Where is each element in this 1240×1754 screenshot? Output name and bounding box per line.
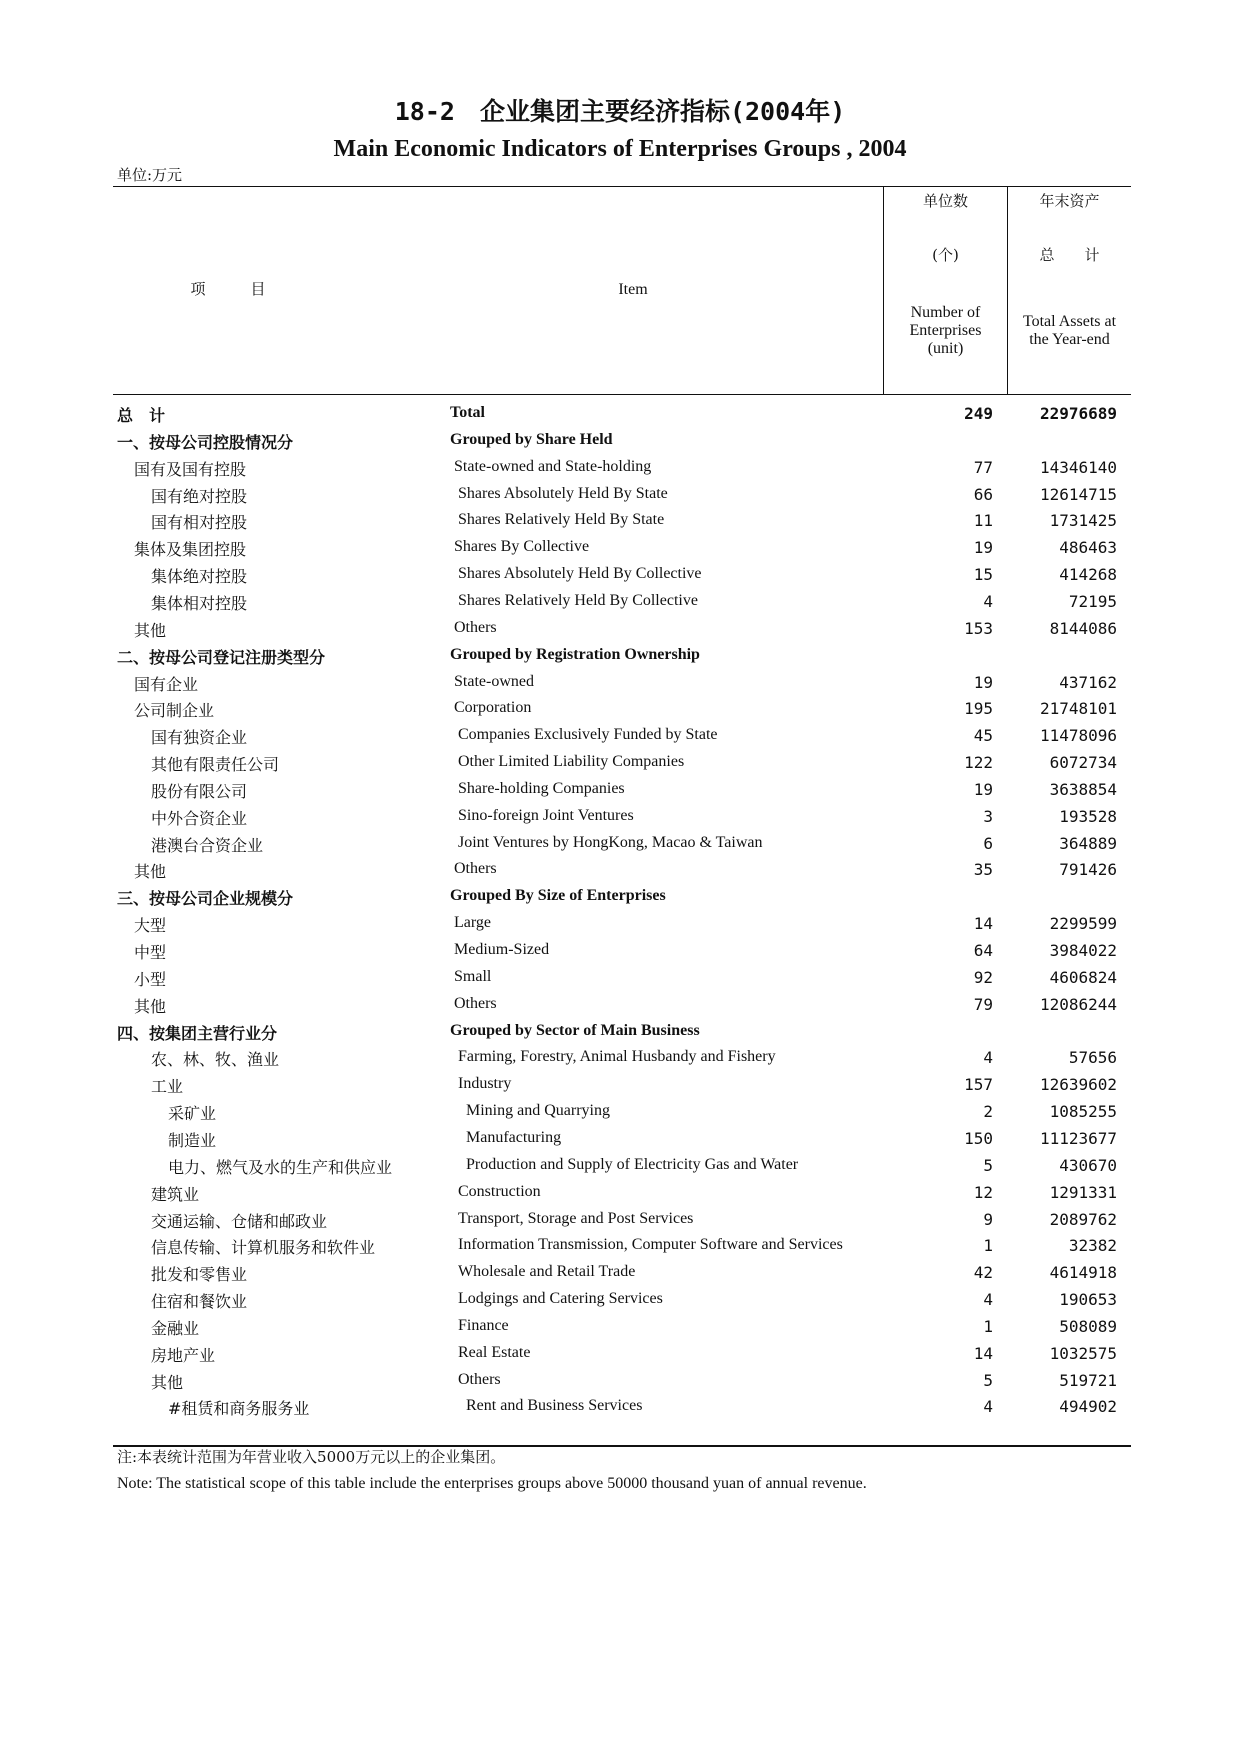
unit-label: 单位:万元	[117, 166, 183, 184]
header-enterprises-cn: 单位数	[922, 192, 968, 210]
table-row	[113, 1018, 1131, 1045]
row-enterprises: 122	[964, 753, 993, 773]
row-item-en: Shares Relatively Held By State	[458, 511, 665, 529]
row-enterprises: 12	[973, 1182, 993, 1202]
row-item-cn: #租赁和商务服务业	[168, 1399, 310, 1419]
row-item-cn: 批发和零售业	[151, 1265, 248, 1285]
row-item-en: Grouped by Sector of Main Business	[450, 1021, 700, 1039]
header-divider-2	[1007, 186, 1008, 395]
row-total-assets: 494902	[1059, 1397, 1117, 1417]
table-row	[113, 454, 1131, 481]
row-total-assets: 1291331	[1049, 1182, 1117, 1202]
row-item-en: Share-holding Companies	[458, 779, 625, 797]
row-item-cn: 国有独资企业	[151, 728, 248, 748]
row-item-cn: 房地产业	[151, 1345, 216, 1365]
row-total-assets: 1032575	[1049, 1343, 1117, 1363]
table-row	[113, 1313, 1131, 1340]
row-item-en: State-owned	[454, 672, 534, 690]
row-total-assets: 430670	[1059, 1155, 1117, 1175]
row-total-assets: 3638854	[1049, 779, 1117, 799]
page-title-chinese: 18-2 企业集团主要经济指标(2004年)	[394, 97, 846, 126]
row-item-en: Medium-Sized	[454, 941, 550, 958]
table-row	[113, 400, 1131, 427]
row-item-en: Grouped By Size of Enterprises	[450, 887, 666, 905]
table-row	[113, 642, 1131, 669]
row-item-cn: 信息传输、计算机服务和软件业	[151, 1238, 376, 1258]
header-assets-cn-total: 总 计	[1039, 246, 1100, 264]
row-enterprises: 92	[973, 967, 993, 987]
row-item-en: Production and Supply of Electricity Gas and Water	[466, 1155, 799, 1173]
row-item-en: Grouped by Registration Ownership	[450, 645, 700, 663]
row-item-en: Construction	[458, 1182, 541, 1200]
row-enterprises: 249	[964, 404, 993, 423]
row-item-en: Wholesale and Retail Trade	[458, 1263, 636, 1281]
table-row	[113, 695, 1131, 722]
table-row	[113, 776, 1131, 803]
row-total-assets: 4606824	[1049, 967, 1117, 987]
row-item-en: Information Transmission, Computer Software and Services	[458, 1236, 843, 1254]
row-item-cn: 其他	[134, 862, 167, 882]
row-item-en: Shares Absolutely Held By Collective	[458, 565, 702, 583]
row-total-assets: 22976689	[1039, 404, 1117, 423]
table-row	[113, 1179, 1131, 1206]
row-enterprises: 1	[983, 1316, 993, 1336]
row-item-cn: 集体相对控股	[151, 593, 248, 613]
row-enterprises: 35	[973, 860, 993, 880]
note-english: Note: The statistical scope of this table include the enterprises groups above 50000 thousand yuan of annual revenue.	[117, 1475, 867, 1492]
header-enterprises-en: Number of Enterprises (unit)	[909, 304, 982, 357]
row-total-assets: 193528	[1059, 806, 1117, 826]
row-item-cn: 金融业	[151, 1318, 200, 1338]
row-total-assets: 4614918	[1049, 1263, 1117, 1283]
table-row	[113, 534, 1131, 561]
row-item-cn: 中外合资企业	[151, 808, 248, 828]
table-row	[113, 1367, 1131, 1394]
row-item-cn: 采矿业	[168, 1104, 217, 1124]
row-enterprises: 9	[983, 1209, 993, 1229]
row-total-assets: 32382	[1068, 1236, 1117, 1256]
row-enterprises: 14	[973, 1343, 993, 1363]
row-item-en: Others	[454, 618, 497, 636]
header-assets-cn: 年末资产	[1039, 192, 1100, 210]
row-enterprises: 66	[973, 484, 993, 504]
row-enterprises: 79	[973, 994, 993, 1014]
row-item-cn: 国有相对控股	[151, 513, 248, 533]
row-enterprises: 45	[973, 726, 993, 746]
row-item-cn: 港澳台合资企业	[151, 835, 264, 855]
row-item-en: Companies Exclusively Funded by State	[458, 726, 718, 744]
row-item-cn: 一、按母公司控股情况分	[117, 432, 294, 452]
table-row	[113, 830, 1131, 857]
row-total-assets: 1085255	[1049, 1102, 1117, 1122]
row-item-en: Small	[454, 967, 492, 985]
row-item-en: Rent and Business Services	[466, 1397, 643, 1415]
row-total-assets: 791426	[1059, 860, 1117, 880]
row-total-assets: 2299599	[1049, 914, 1117, 934]
row-item-en: Shares Absolutely Held By State	[458, 484, 668, 502]
row-item-cn: 工业	[151, 1077, 184, 1097]
table-row	[113, 856, 1131, 883]
row-item-cn: 制造业	[168, 1130, 217, 1150]
row-item-cn: 建筑业	[151, 1184, 200, 1204]
table-row	[113, 1206, 1131, 1233]
row-item-cn: 电力、燃气及水的生产和供应业	[168, 1157, 393, 1177]
table-row	[113, 1286, 1131, 1313]
row-item-en: Grouped by Share Held	[450, 430, 613, 448]
row-item-en: Farming, Forestry, Animal Husbandy and Fishery	[458, 1048, 776, 1066]
row-total-assets: 11123677	[1039, 1128, 1117, 1148]
row-total-assets: 6072734	[1049, 753, 1117, 773]
row-item-cn: 国有企业	[134, 674, 199, 694]
row-enterprises: 4	[983, 591, 993, 611]
row-total-assets: 21748101	[1039, 699, 1117, 719]
row-total-assets: 3984022	[1049, 941, 1117, 960]
row-enterprises: 6	[983, 833, 993, 853]
row-item-cn: 中型	[134, 943, 167, 962]
row-enterprises: 195	[964, 699, 993, 719]
table-row	[113, 964, 1131, 991]
table-row	[113, 1152, 1131, 1179]
row-item-en: Industry	[458, 1075, 512, 1093]
row-item-cn: 交通运输、仓储和邮政业	[151, 1211, 328, 1231]
row-item-cn: 集体绝对控股	[151, 567, 248, 587]
row-item-en: Joint Ventures by HongKong, Macao & Taiwan	[458, 833, 763, 851]
row-item-cn: 总 计	[117, 406, 166, 425]
table-row	[113, 507, 1131, 534]
table-row	[113, 669, 1131, 696]
row-total-assets: 12086244	[1039, 994, 1117, 1014]
row-total-assets: 508089	[1059, 1316, 1117, 1336]
row-item-cn: 住宿和餐饮业	[151, 1292, 248, 1312]
row-enterprises: 15	[973, 565, 993, 585]
row-total-assets: 1731425	[1049, 511, 1117, 531]
table-row	[113, 1071, 1131, 1098]
row-enterprises: 5	[983, 1370, 993, 1390]
row-enterprises: 150	[964, 1128, 993, 1148]
row-item-en: State-owned and State-holding	[454, 457, 652, 475]
table-row	[113, 615, 1131, 642]
row-item-cn: 国有绝对控股	[151, 486, 248, 506]
row-item-cn: 其他	[134, 996, 167, 1016]
row-enterprises: 157	[964, 1075, 993, 1095]
row-item-cn: 大型	[134, 916, 167, 936]
table-row	[113, 1393, 1131, 1420]
row-enterprises: 19	[973, 538, 993, 558]
table-row	[113, 481, 1131, 508]
row-total-assets: 11478096	[1039, 726, 1117, 746]
table-row	[113, 910, 1131, 937]
row-enterprises: 2	[983, 1102, 993, 1122]
row-item-cn: 农、林、牧、渔业	[151, 1050, 280, 1070]
table-row	[113, 749, 1131, 776]
header-enterprises-unit: (个)	[932, 246, 959, 264]
row-item-en: Mining and Quarrying	[466, 1102, 610, 1120]
table-row	[113, 561, 1131, 588]
row-enterprises: 153	[964, 618, 993, 638]
row-enterprises: 1	[983, 1236, 993, 1256]
table-row	[113, 588, 1131, 615]
row-total-assets: 437162	[1059, 672, 1117, 692]
row-total-assets: 12639602	[1039, 1075, 1117, 1095]
table-row	[113, 1259, 1131, 1286]
header-item-cn: 项 目	[190, 280, 266, 298]
row-enterprises: 5	[983, 1155, 993, 1175]
row-enterprises: 3	[983, 806, 993, 826]
row-total-assets: 486463	[1059, 538, 1117, 558]
table-row	[113, 991, 1131, 1018]
row-item-cn: 四、按集团主营行业分	[117, 1023, 278, 1043]
table-row	[113, 1125, 1131, 1152]
row-item-en: Others	[458, 1370, 501, 1388]
header-item-en: Item	[618, 281, 648, 298]
row-total-assets: 2089762	[1049, 1209, 1117, 1229]
row-item-en: Others	[454, 860, 497, 878]
row-enterprises: 4	[983, 1048, 993, 1068]
row-item-en: Shares By Collective	[454, 538, 590, 556]
header-bottom-rule	[113, 394, 1131, 395]
row-enterprises: 11	[973, 511, 993, 531]
row-item-en: Lodgings and Catering Services	[458, 1290, 663, 1308]
page-title-english: Main Economic Indicators of Enterprises Groups , 2004	[333, 136, 907, 162]
row-item-cn: 小型	[134, 969, 167, 989]
row-item-en: Finance	[458, 1316, 509, 1334]
table-row	[113, 1098, 1131, 1125]
table-row	[113, 722, 1131, 749]
header-assets-en: Total Assets at the Year-end	[1022, 313, 1117, 348]
row-total-assets: 14346140	[1039, 457, 1117, 477]
row-item-en: Other Limited Liability Companies	[458, 753, 685, 771]
row-total-assets: 414268	[1059, 565, 1117, 585]
row-item-cn: 其他	[151, 1372, 184, 1392]
row-enterprises: 64	[973, 941, 993, 960]
row-total-assets: 8144086	[1049, 618, 1117, 638]
row-item-en: Transport, Storage and Post Services	[458, 1209, 694, 1227]
row-enterprises: 42	[973, 1263, 993, 1283]
row-enterprises: 19	[973, 672, 993, 692]
row-enterprises: 4	[983, 1290, 993, 1310]
row-total-assets: 519721	[1059, 1370, 1117, 1390]
note-chinese: 注:本表统计范围为年营业收入5000万元以上的企业集团。	[117, 1448, 506, 1466]
row-total-assets: 364889	[1059, 833, 1117, 853]
table-row	[113, 883, 1131, 910]
row-item-en: Large	[454, 914, 492, 932]
row-item-en: Shares Relatively Held By Collective	[458, 591, 698, 609]
table-row	[113, 937, 1131, 964]
row-item-en: Real Estate	[458, 1343, 531, 1361]
row-item-en: Manufacturing	[466, 1128, 562, 1146]
row-item-cn: 其他	[134, 620, 167, 640]
row-item-en: Sino-foreign Joint Ventures	[458, 806, 634, 824]
row-total-assets: 190653	[1059, 1290, 1117, 1310]
table-row	[113, 1044, 1131, 1071]
table-row	[113, 803, 1131, 830]
row-total-assets: 12614715	[1039, 484, 1117, 504]
row-enterprises: 14	[973, 914, 993, 934]
header-divider-1	[883, 186, 884, 395]
row-item-en: Corporation	[454, 699, 532, 717]
row-enterprises: 19	[973, 779, 993, 799]
row-item-cn: 集体及集团控股	[134, 540, 247, 560]
table-row	[113, 1340, 1131, 1367]
table-row	[113, 1232, 1131, 1259]
table-top-rule	[113, 186, 1131, 187]
row-item-cn: 公司制企业	[134, 701, 215, 721]
row-item-cn: 国有及国有控股	[134, 459, 247, 479]
row-item-cn: 二、按母公司登记注册类型分	[117, 647, 326, 667]
row-item-en: Others	[454, 994, 497, 1012]
row-enterprises: 77	[973, 457, 993, 477]
row-item-cn: 三、按母公司企业规模分	[117, 889, 294, 909]
row-item-en: Total	[450, 404, 485, 421]
row-total-assets: 72195	[1068, 591, 1117, 611]
row-total-assets: 57656	[1068, 1048, 1117, 1068]
table-row	[113, 427, 1131, 454]
row-item-cn: 股份有限公司	[151, 781, 248, 801]
row-enterprises: 4	[983, 1397, 993, 1417]
row-item-cn: 其他有限责任公司	[151, 755, 280, 775]
